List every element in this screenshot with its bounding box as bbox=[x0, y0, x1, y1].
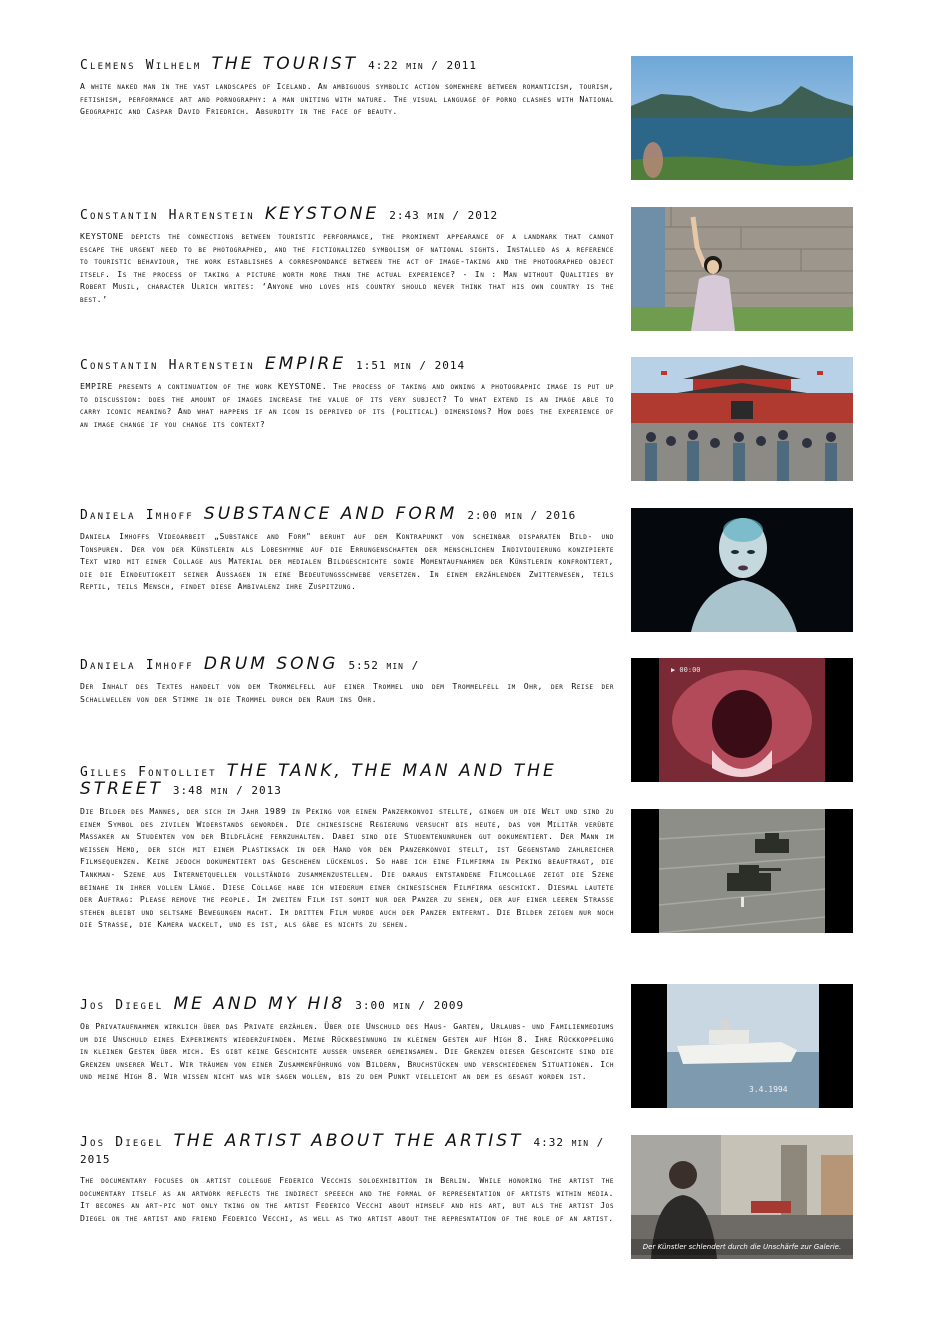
film-entry bbox=[80, 356, 614, 430]
artist-name: Jos Diegel bbox=[80, 1135, 164, 1150]
film-title: ME AND MY HI8 bbox=[173, 994, 346, 1014]
film-entry bbox=[80, 763, 614, 931]
film-meta: 2:43 min / 2012 bbox=[389, 209, 499, 222]
artist-name: Daniela Imhoff bbox=[80, 658, 194, 673]
film-description: Daniela Imhoffs Videoarbeit „Substance and Form" beruht auf dem Kontrapunkt von scheinbar disparaten Bild- und Tonspuren. Der von der Künstlerin als Lobeshymne auf die Errungenschaften der menschlichen Individuierung konzipierte Text wird mit einer Collage aus Material der medialen Bildgeschichte sowie Momentaufnahmen der Künstlerin konfrontiert, die die Eindeutigkeit seiner Aussagen in eine Bedeutungsschwebe versetzen. In einem erzählenden Zwitterwesen, teils Reptil, teils Mensch, findet diese Ambivalenz ihre Zuspitzung. bbox=[80, 531, 614, 592]
film-title: DRUM SONG bbox=[203, 654, 339, 674]
film-description: A white naked man in the vast landscapes of Iceland. An ambiguous symbolic action somewhere between romanticism, tourism, fetishism, performance art and pornography: a man uniting with nature. The visual language of porno clashes with National Geographic and Caspar David Friedrich. Absurdity in the face of beauty. bbox=[80, 81, 614, 117]
film-entry bbox=[80, 506, 614, 593]
film-description: The documentary focuses on artist collegue Federico Vecchis soloexhibition in Berlin. While honoring the artist the documentary itself as an artwork reflects the indirect speeech and the formal of representation of artists within media. It becomes an art-pic not only tking on the artist Federico Vecchi about himself and his art, but als the artist Jos Diegel on the artist and friend Federico Vecchi, as well as two artist about the represntation of the role of an artist. bbox=[80, 1175, 614, 1223]
film-description: Der Inhalt des Textes handelt von dem Trommelfell auf einer Trommel und dem Trommelfell im Ohr, der Reise der Schallwellen von der Stimme in die Trommel durch den Raum ins Ohr. bbox=[80, 681, 614, 704]
film-meta: 3:48 min / 2013 bbox=[172, 784, 282, 797]
entry-heading bbox=[80, 996, 614, 1014]
hi8-date-stamp: 3.4.1994 bbox=[749, 1085, 788, 1094]
artist-name: Constantin Hartenstein bbox=[80, 358, 255, 373]
entry-heading bbox=[80, 656, 614, 674]
film-entry bbox=[80, 56, 614, 118]
film-title: SUBSTANCE AND FORM bbox=[203, 504, 458, 524]
entry-heading bbox=[80, 506, 614, 524]
film-still-keystone bbox=[631, 207, 853, 331]
film-description: KEYSTONE depicts the connections between touristic performance, the prominent appearance of a landmark that cannot escape the urgent need to be photographed, and the fictionalized symbolism of national sights. Installed as a reference to touristic behaviour, the work establishes a correspondance between the act of image-taking and the photographed object itself. Is the process of taking a picture worth more than the actual experience? - In : Man without Qualities by Robert Musil, character Ulrich writes: ‘Anyone who loves his country should never think that his own country is the best.’ bbox=[80, 231, 614, 304]
film-meta: 3:00 min / 2009 bbox=[355, 999, 465, 1012]
artist-name: Daniela Imhoff bbox=[80, 508, 194, 523]
film-meta: 4:32 min / 2015 bbox=[80, 1136, 605, 1166]
film-entry bbox=[80, 656, 614, 705]
drum-overlay-text: ▶ 00:00 bbox=[671, 666, 701, 674]
artist-name: Gilles Fontolliet bbox=[80, 765, 217, 780]
film-still-artist-about-the-artist bbox=[631, 1135, 853, 1259]
film-title: EMPIRE bbox=[264, 354, 347, 374]
film-description: EMPIRE presents a continuation of the work KEYSTONE. The process of taking and owning a photographic image is put up to discussion: does the amount of images increase the value of its very subject? To what extend is an image able to carry iconic meaning? And what happens if an icon is deprived of its (political) dimensions? How does the experience of an image change if you change its context? bbox=[80, 381, 614, 429]
film-meta: 5:52 min / bbox=[348, 659, 420, 672]
film-still-empire bbox=[631, 357, 853, 481]
film-entry bbox=[80, 206, 614, 306]
film-description: Die Bilder des Mannes, der sich im Jahr 1989 in Peking vor einen Panzerkonvoi stellte, gingen um die Welt und sind zu einem Symbol des zivilen Widerstands geworden. Die chinesische Regierung versucht bis heute, das vom Militär verübte Massaker an Studenten von der Bildfläche fernzuhalten. Dabei sind die Studentenunruhen gut dokumentiert. Der Mann im weissen Hemd, der sich mit einem Plastiksack in der Hand vor den Panzerkonvoi stellt, ist Gegenstand zahlreicher Filmsequenzen. Keine jedoch dokumentiert das Geschehen lückenlos. So habe ich eine Filmfirma in Peking beauftragt, die Tankman- Szene aus Internetquellen vollständig zusammenzustellen. Die daraus entstandene Filmcollage zeigt die Szene beinahe in ihrer vollen Länge. Diese Collage habe ich wiederum einer chinesischen Filmfirma geschickt. Diesmal lautete der Auftrag: Please remove the people. Im zweiten Film ist somit nur der Panzer zu sehen, der auf einer leeren Strasse stehen bleibt und seltsame Bewegungen macht. Im dritten Film wurde auch der Panzer entfernt. Die Bilder zeigen nur noch die Strasse, die Kamera wackelt, und es ist, als gäbe es nichts zu sehen. bbox=[80, 806, 614, 930]
artist-name: Clemens Wilhelm bbox=[80, 58, 202, 73]
film-entry bbox=[80, 1133, 614, 1224]
film-still-substance-and-form bbox=[631, 508, 853, 632]
film-title: THE TOURIST bbox=[211, 54, 359, 74]
film-still-tourist bbox=[631, 56, 853, 180]
film-description: Ob Privataufnahmen wirklich über das Private erzählen. Über die Unschuld des Haus- Garten, Urlaubs- und Familienmediums um die Unschuld eines Experiments wiederzufinden. Meine Rückbesinnung in kleinen Gesten auf High 8. Ihre Rückkoppelung in kleinen Gesten über mich. Es gibt keine Geschichte außer unserer gemeinsamen. Die Grenzen dieser Geschichte sind die Grenzen unserer Welt. Wir träumen von einer Zusammenführung von Bildern, Bruchstücken und verschiedenen Situationen. Ich und meine High 8. Wir wissen nicht was wir sagen wollen, bis zu dem Punkt vielleicht an dem es gesagt worden ist. bbox=[80, 1021, 614, 1082]
film-still-drum-song bbox=[631, 658, 853, 782]
film-title: THE ARTIST ABOUT THE ARTIST bbox=[173, 1131, 524, 1151]
entry-heading bbox=[80, 206, 614, 224]
entry-heading bbox=[80, 56, 614, 74]
film-meta: 2:00 min / 2016 bbox=[467, 509, 577, 522]
film-still-tank-man bbox=[631, 809, 853, 933]
film-still-me-and-my-hi8 bbox=[631, 984, 853, 1108]
film-meta: 4:22 min / 2011 bbox=[368, 59, 478, 72]
entry-heading bbox=[80, 763, 614, 799]
film-entry bbox=[80, 996, 614, 1083]
artist-name: Jos Diegel bbox=[80, 998, 164, 1013]
artist-name: Constantin Hartenstein bbox=[80, 208, 255, 223]
entry-heading bbox=[80, 356, 614, 374]
film-meta: 1:51 min / 2014 bbox=[356, 359, 466, 372]
film-title: KEYSTONE bbox=[264, 204, 380, 224]
artist-caption-text: Der Künstler schlendert durch die Unschärfe zur Galerie. bbox=[642, 1243, 842, 1251]
film-title: THE TANK, THE MAN AND THE STREET bbox=[80, 761, 557, 799]
entry-heading bbox=[80, 1133, 614, 1168]
